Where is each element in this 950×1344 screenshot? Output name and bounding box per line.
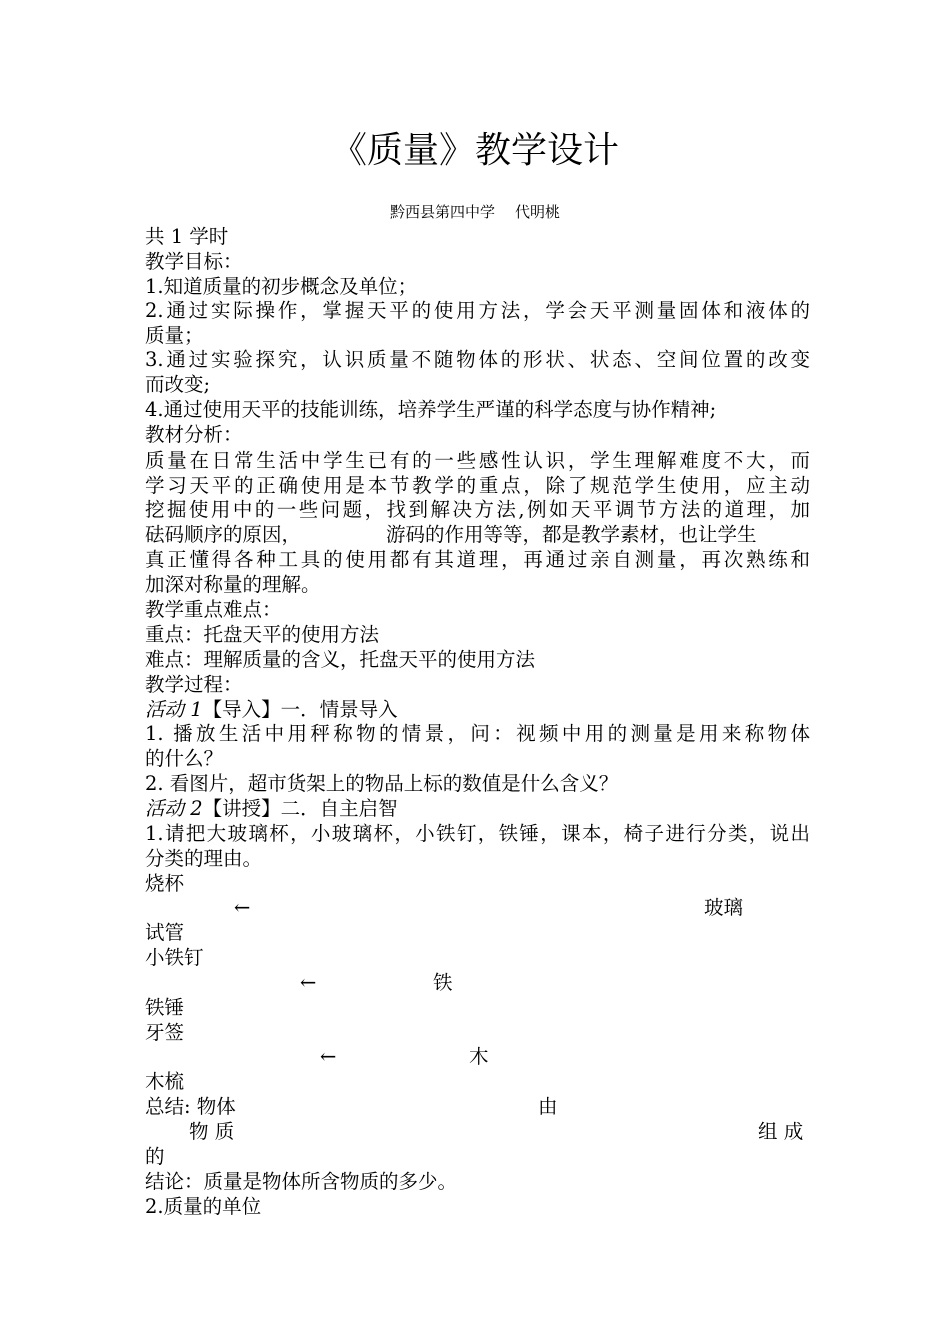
analysis-line6: 加深对称量的理解。 [145, 573, 321, 596]
question-1-line1: 1.请把大玻璃杯，小玻璃杯，小铁钉，铁锤，课本，椅子进行分类，说出 [145, 822, 810, 845]
activity-2-title: 【讲授】二．自主启智 [202, 797, 398, 820]
analysis-line3: 挖掘使用中的一些问题，找到解决方法,例如天平调节方法的道理，加 [145, 498, 810, 521]
activity-2-label: 活动 2 [145, 797, 203, 820]
arrow-left-icon: ← [320, 1045, 337, 1068]
conclusion: 结论：质量是物体所含物质的多少。 [145, 1170, 458, 1193]
item-comb: 木梳 [145, 1070, 185, 1093]
author-line [0, 202, 950, 222]
activity-1 [145, 697, 810, 722]
summary-matter: 物 质 [189, 1120, 235, 1143]
process-heading: 教学过程： [145, 673, 243, 696]
summary-compose: 组 成 [758, 1120, 804, 1143]
page-title: 《质量》教学设计 [330, 130, 619, 171]
intro-item-1-line2: 的什么？ [145, 747, 224, 770]
analysis-line4-right: 游码的作用等等，都是教学素材，也让学生 [386, 523, 757, 546]
activity-2 [145, 796, 810, 821]
summary-end: 的 [145, 1145, 165, 1168]
school-name: 黔西县第四中学 [389, 203, 495, 221]
arrow-left-icon: ← [234, 896, 251, 919]
item-beaker: 烧杯 [145, 872, 185, 895]
key-points-heading: 教学重点难点： [145, 598, 282, 621]
goal-3-line1: 3.通过实验探究，认识质量不随物体的形状、状态、空间位置的改变 [145, 348, 810, 371]
class-hours: 共 1 学时 [145, 225, 229, 248]
goal-2-line2: 质量； [145, 324, 204, 347]
category-wood: 木 [469, 1045, 489, 1068]
activity-1-title: 【导入】一．情景导入 [202, 698, 398, 721]
analysis-line1: 质量在日常生活中学生已有的一些感性认识，学生理解难度不大，而 [145, 449, 810, 472]
goal-2-line1: 2.通过实际操作，掌握天平的使用方法，学会天平测量固体和液体的 [145, 299, 810, 322]
summary-you: 由 [538, 1095, 558, 1118]
goal-1: 1.知道质量的初步概念及单位； [145, 275, 418, 298]
arrow-left-icon: ← [300, 971, 317, 994]
item-hammer: 铁锤 [145, 996, 185, 1019]
unit-heading: 2.质量的单位 [145, 1195, 262, 1218]
key-point: 重点：托盘天平的使用方法 [145, 623, 380, 646]
goal-3-line2: 而改变; [145, 373, 211, 396]
question-1-line2: 分类的理由。 [145, 847, 263, 870]
analysis-line4-left: 砝码顺序的原因， [145, 523, 302, 546]
goal-4: 4.通过使用天平的技能训练，培养学生严谨的科学态度与协作精神; [145, 398, 717, 421]
item-toothpick: 牙签 [145, 1021, 185, 1044]
analysis-line5: 真正懂得各种工具的使用都有其道理，再通过亲自测量，再次熟练和 [145, 548, 810, 571]
author-name: 代明桃 [515, 203, 561, 221]
category-iron: 铁 [433, 971, 453, 994]
item-test-tube: 试管 [145, 921, 185, 944]
category-glass: 玻璃 [704, 896, 744, 919]
goals-heading: 教学目标： [145, 250, 243, 273]
analysis-line2: 学习天平的正确使用是本节教学的重点，除了规范学生使用，应主动 [145, 474, 810, 497]
intro-item-1-line1: 1. 播放生活中用秤称物的情景，问：视频中用的测量是用来称物体 [145, 722, 810, 745]
activity-1-label: 活动 1 [145, 698, 203, 721]
summary-start: 总结: 物体 [145, 1095, 236, 1118]
analysis-heading: 教材分析： [145, 423, 243, 446]
intro-item-2: 2. 看图片，超市货架上的物品上标的数值是什么含义？ [145, 772, 619, 795]
difficult-point: 难点：理解质量的含义，托盘天平的使用方法 [145, 648, 536, 671]
item-small-nail: 小铁钉 [145, 946, 204, 969]
